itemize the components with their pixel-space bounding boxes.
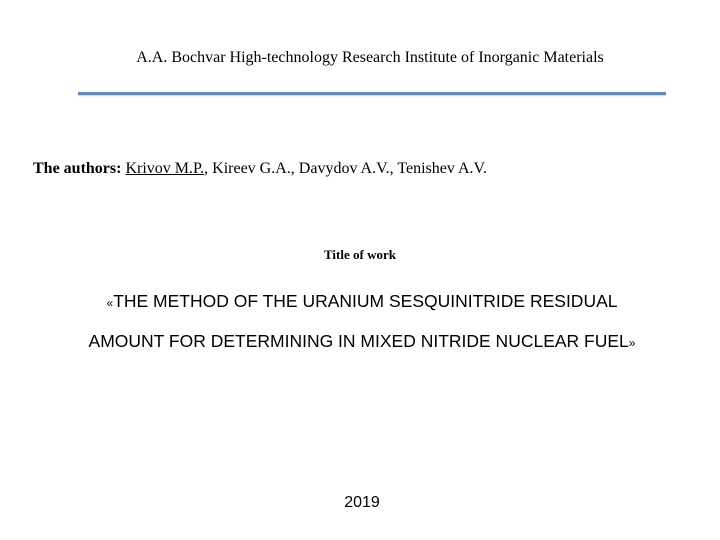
work-title-text-1: THE METHOD OF THE URANIUM SESQUINITRIDE RESIDUAL <box>113 291 618 311</box>
header-divider <box>78 92 666 95</box>
authors-line <box>33 158 487 180</box>
year: 2019 <box>344 494 380 511</box>
work-title <box>0 282 720 362</box>
open-quote: « <box>106 296 114 310</box>
close-quote: » <box>628 336 636 350</box>
main-author: Krivov M.P. <box>125 160 205 177</box>
work-title-line-1 <box>0 282 720 322</box>
work-title-text-2: AMOUNT FOR DETERMINING IN MIXED NITRIDE NUCLEAR FUEL <box>88 331 629 351</box>
title-of-work-label: Title of work <box>324 247 396 262</box>
work-title-line-2 <box>0 322 720 362</box>
authors-label: The authors: <box>33 160 122 177</box>
institute-name: A.A. Bochvar High-technology Research Institute of Inorganic Materials <box>136 49 604 66</box>
co-authors: , Kireev G.A., Davydov A.V., Tenishev A.V. <box>204 160 488 177</box>
